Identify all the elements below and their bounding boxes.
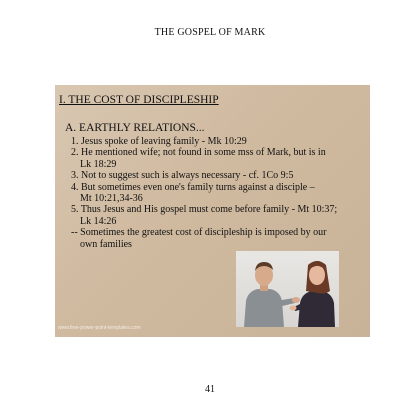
list-item xyxy=(71,170,366,181)
item-line: 1. Jesus spoke of leaving family - Mk 10:29 xyxy=(71,136,247,147)
item-line: 4. But sometimes even one's family turns against a disciple – xyxy=(71,181,315,193)
item-line: -- Sometimes the greatest cost of discipleship is imposed by our xyxy=(71,227,327,239)
item-line: 3. Not to suggest such is always necessary - cf. 1Co 9:5 xyxy=(71,170,294,182)
item-list xyxy=(71,136,366,250)
page-number: 41 xyxy=(205,384,215,395)
list-item xyxy=(71,204,366,227)
man-figure xyxy=(244,262,300,327)
woman-figure xyxy=(290,261,336,327)
list-item xyxy=(71,136,366,147)
item-line: 5. Thus Jesus and His gospel must come before family - Mt 10:37; xyxy=(71,204,338,216)
arguing-couple-photo xyxy=(236,251,339,327)
list-item xyxy=(71,182,366,205)
item-line-continuation: Lk 14:26 xyxy=(80,215,117,227)
item-line-continuation: Mt 10:21,34-36 xyxy=(80,193,143,205)
list-item xyxy=(71,147,366,170)
running-head: THE GOSPEL OF MARK xyxy=(154,27,266,38)
item-line: 2. He mentioned wife; not found in some mss of Mark, but is in xyxy=(71,147,326,159)
section-heading: A. EARTHLY RELATIONS... xyxy=(65,122,205,134)
slide-image xyxy=(55,85,370,337)
slide-title: I. THE COST OF DISCIPLESHIP xyxy=(59,94,219,106)
item-line-continuation: Lk 18:29 xyxy=(80,158,117,170)
item-line-continuation: own families xyxy=(80,238,132,250)
watermark-text: www.free-power-point-templates.com xyxy=(58,325,141,331)
list-item xyxy=(71,227,366,250)
